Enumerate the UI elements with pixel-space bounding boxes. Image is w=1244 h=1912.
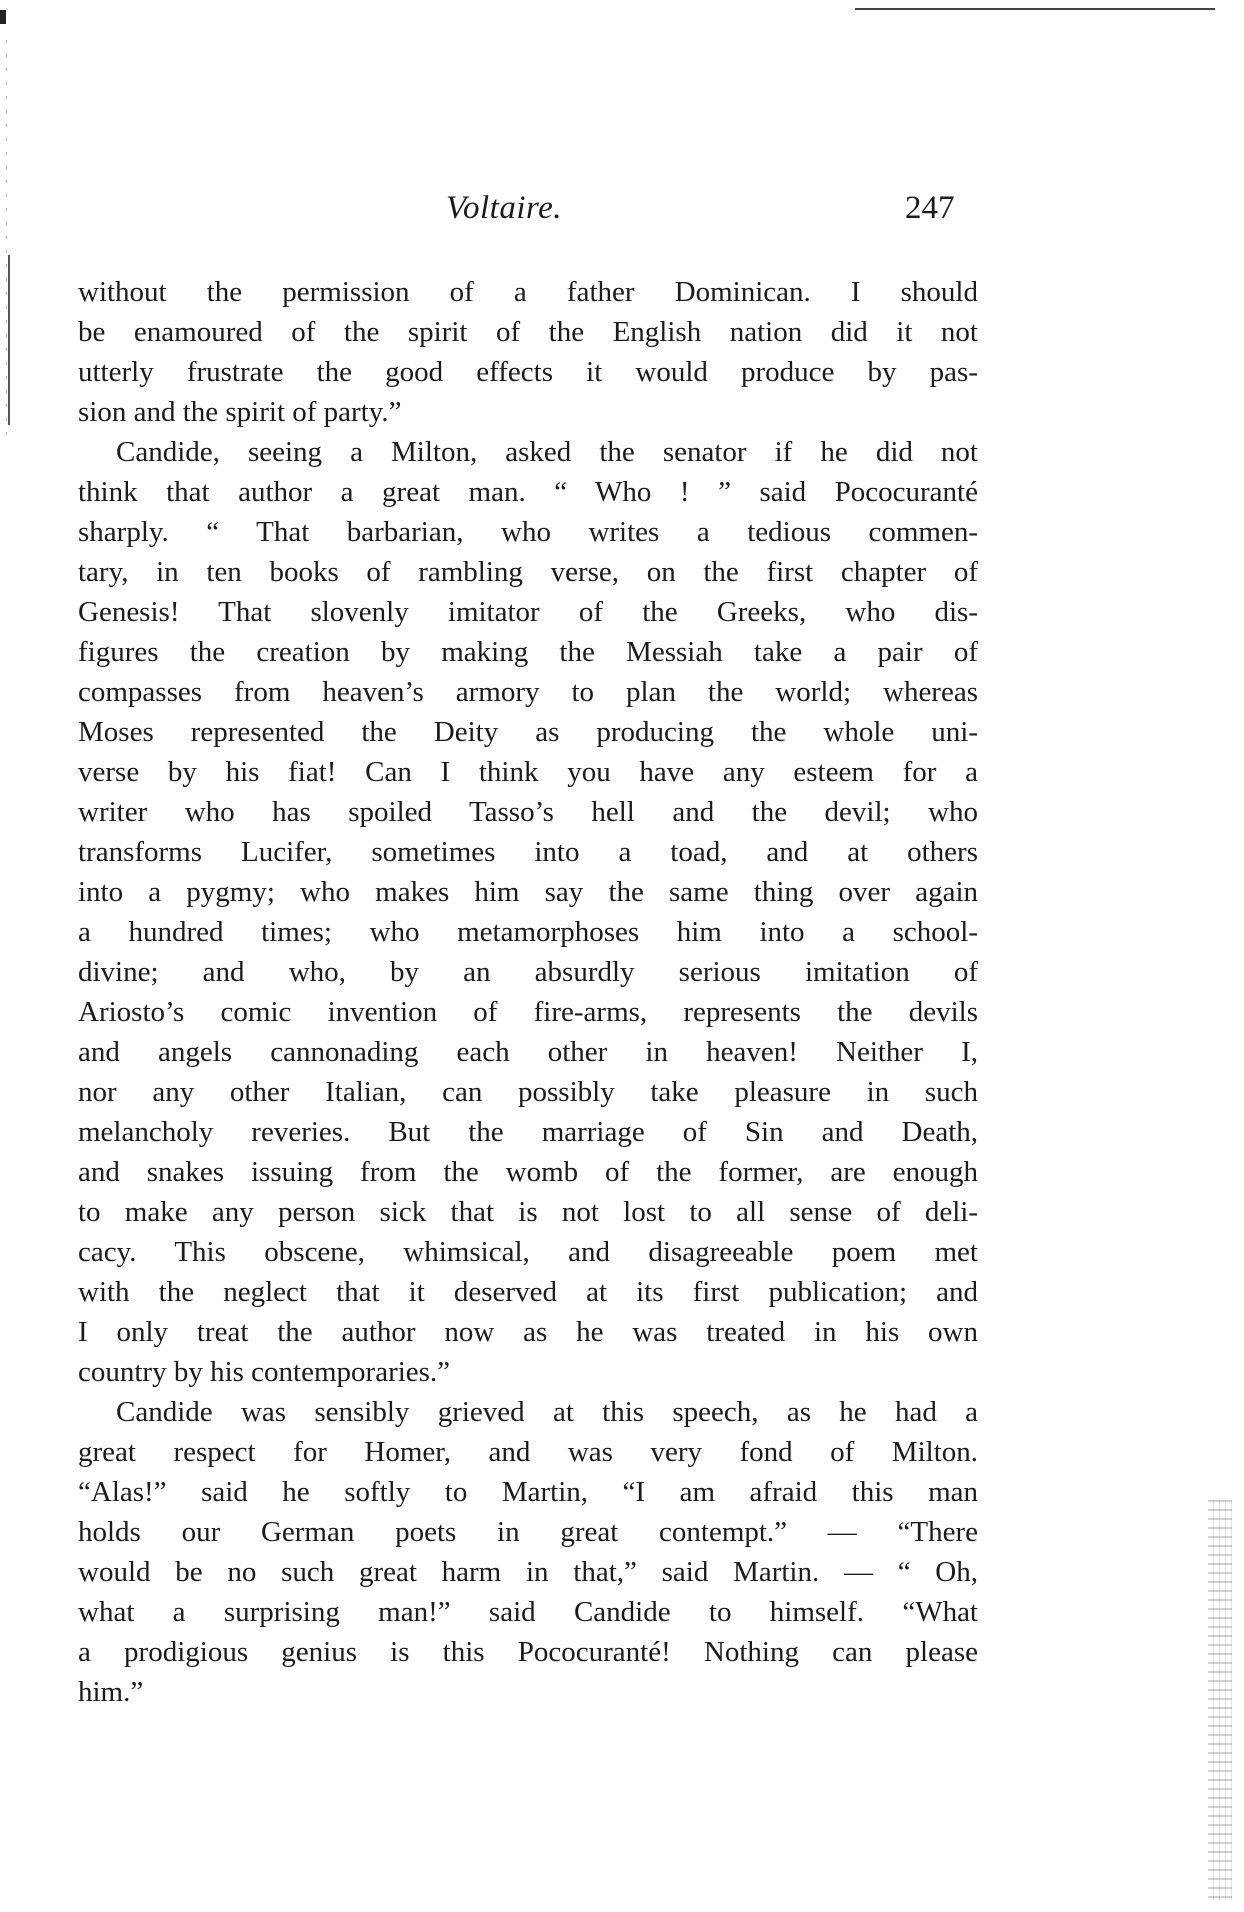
text-line: a hundred times; who metamorphoses him into a school- — [78, 916, 978, 948]
text-line: cacy. This obscene, whimsical, and disagreeable poem met — [78, 1236, 978, 1268]
text-line: figures the creation by making the Messiah take a pair of — [78, 636, 978, 668]
text-line: what a surprising man!” said Candide to himself. “What — [78, 1596, 978, 1628]
text-line: holds our German poets in great contempt.” — “There — [78, 1516, 978, 1548]
text-line: sharply. “ That barbarian, who writes a tedious commen- — [78, 516, 978, 548]
page-number: 247 — [905, 190, 955, 226]
text-line: think that author a great man. “ Who ! ” said Pococuranté — [78, 476, 978, 508]
text-line: verse by his fiat! Can I think you have any esteem for a — [78, 756, 978, 788]
text-line: Candide was sensibly grieved at this speech, as he had a — [116, 1396, 978, 1428]
text-line: a prodigious genius is this Pococuranté! Nothing can please — [78, 1636, 978, 1668]
text-line: nor any other Italian, can possibly take pleasure in such — [78, 1076, 978, 1108]
text-line: be enamoured of the spirit of the English nation did it not — [78, 316, 978, 348]
text-line: tary, in ten books of rambling verse, on the first chapter of — [78, 556, 978, 588]
text-line: “Alas!” said he softly to Martin, “I am afraid this man — [78, 1476, 978, 1508]
text-line: and angels cannonading each other in heaven! Neither I, — [78, 1036, 978, 1068]
text-line: sion and the spirit of party.” — [78, 396, 402, 428]
running-title: Voltaire. — [446, 190, 563, 226]
text-line: and snakes issuing from the womb of the former, are enough — [78, 1156, 978, 1188]
scan-corner-mark — [0, 10, 6, 24]
text-line: writer who has spoiled Tasso’s hell and the devil; who — [78, 796, 978, 828]
text-line: without the permission of a father Dominican. I should — [78, 276, 978, 308]
text-line: divine; and who, by an absurdly serious imitation of — [78, 956, 978, 988]
text-line: country by his contemporaries.” — [78, 1356, 451, 1388]
scan-right-edge-noise — [1208, 1500, 1232, 1900]
scan-left-edge-mark — [8, 255, 10, 425]
running-head — [78, 190, 978, 240]
scan-left-edge-noise — [6, 40, 7, 440]
text-line: compasses from heaven’s armory to plan the world; whereas — [78, 676, 978, 708]
text-line: utterly frustrate the good effects it would produce by pas- — [78, 356, 978, 388]
text-line: him.” — [78, 1676, 144, 1708]
text-line: melancholy reveries. But the marriage of Sin and Death, — [78, 1116, 978, 1148]
text-line: into a pygmy; who makes him say the same thing over again — [78, 876, 978, 908]
text-line: Genesis! That slovenly imitator of the Greeks, who dis- — [78, 596, 978, 628]
text-line: transforms Lucifer, sometimes into a toad, and at others — [78, 836, 978, 868]
scan-top-rule — [855, 8, 1215, 10]
text-line: with the neglect that it deserved at its first publication; and — [78, 1276, 978, 1308]
text-line: Candide, seeing a Milton, asked the senator if he did not — [116, 436, 978, 468]
text-line: would be no such great harm in that,” said Martin. — “ Oh, — [78, 1556, 978, 1588]
text-line: Ariosto’s comic invention of fire-arms, represents the devils — [78, 996, 978, 1028]
text-line: I only treat the author now as he was treated in his own — [78, 1316, 978, 1348]
body-text — [78, 272, 978, 1712]
text-line: to make any person sick that is not lost to all sense of deli- — [78, 1196, 978, 1228]
text-line: Moses represented the Deity as producing the whole uni- — [78, 716, 978, 748]
text-line: great respect for Homer, and was very fond of Milton. — [78, 1436, 978, 1468]
